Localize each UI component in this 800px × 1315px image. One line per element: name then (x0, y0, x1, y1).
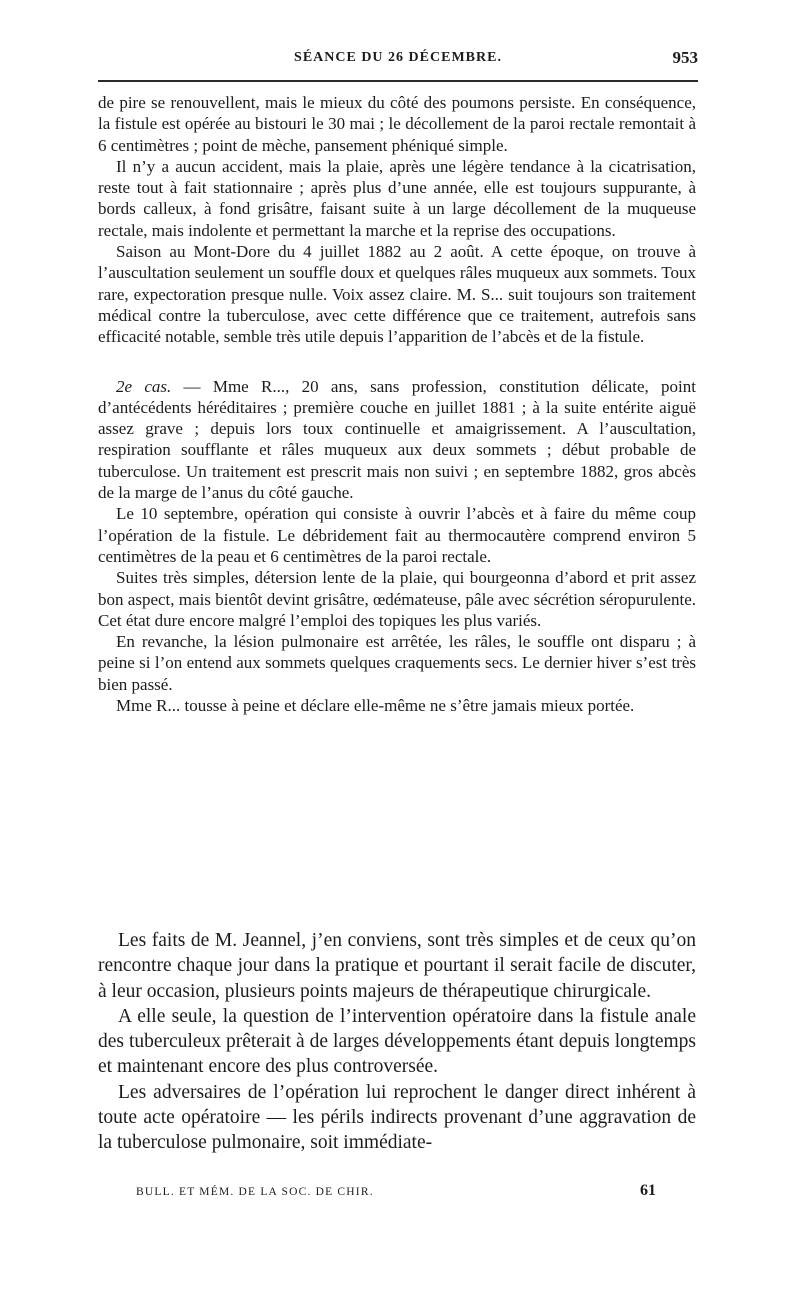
commentary-text (98, 928, 696, 1156)
paragraph: A elle seule, la question de l’intervention opératoire dans la fistule anale des tuberculeux prêterait à de larges développements étant depuis longtemps et maintenant encore des plus controversée. (98, 1005, 696, 1078)
paragraph: Suites très simples, détersion lente de la plaie, qui bourgeonna d’abord et prit assez bon aspect, mais bientôt devint grisâtre, œdémateuse, pâle avec sécrétion séropurulente. Cet état dure encore malgré l’emploi des topiques les plus variés. (98, 568, 696, 630)
paragraph: Il n’y a aucun accident, mais la plaie, après une légère tendance à la cicatrisation, reste tout à fait stationnaire ; après plus d’une année, elle est toujours suppurante, à bords calleux, à fond grisâtre, faisant suite à un large décollement de la muqueuse rectale, mais indolente et permettant la marche et la reprise des occupations. (98, 156, 696, 240)
case-2-label: 2e cas. (116, 376, 172, 396)
paragraph: Mme R... tousse à peine et déclare elle-même ne s’être jamais mieux portée. (116, 696, 635, 716)
header-rule (98, 80, 698, 82)
page-number: 953 (672, 48, 698, 67)
page-footer (136, 1180, 656, 1204)
running-title: SÉANCE DU 26 DÉCEMBRE. (294, 50, 502, 65)
case-report-text (98, 92, 696, 716)
sheet-number: 61 (640, 1182, 656, 1199)
page-header (98, 46, 698, 76)
section-gap (98, 348, 696, 376)
paragraph: En revanche, la lésion pulmonaire est arrêtée, les râles, le souffle ont disparu ; à peine si l’on entend aux sommets quelques craquements secs. Le dernier hiver s’est très bien passé. (98, 632, 696, 694)
paragraph: Les adversaires de l’opération lui reprochent le danger direct inhérent à toute acte opératoire — les périls indirects provenant d’une aggravation de la tuberculose pulmonaire, soit immédiate- (98, 1081, 696, 1154)
paragraph: de pire se renouvellent, mais le mieux du côté des poumons persiste. En conséquence, la fistule est opérée au bistouri le 30 mai ; le décollement de la paroi rectale remontait à 6 centimètres ; point de mèche, pansement phéniqué simple. (98, 93, 696, 155)
footer-signature: BULL. ET MÉM. DE LA SOC. DE CHIR. (136, 1186, 374, 1198)
paragraph: Le 10 septembre, opération qui consiste à ouvrir l’abcès et à faire du même coup l’opération de la fistule. Le débridement fait au thermocautère comprend environ 5 centimètres de la peau et 6 centimètres de la paroi rectale. (98, 504, 696, 566)
paragraph: Saison au Mont-Dore du 4 juillet 1882 au 2 août. A cette époque, on trouve à l’auscultation seulement un souffle doux et quelques râles muqueux aux sommets. Toux rare, expectoration presque nulle. Voix assez claire. M. S... suit toujours son traitement médical contre la tuberculose, avec cette différence que ce traitement, autrefois sans efficacité notable, semble très utile depuis l’apparition de l’abcès et de la fistule. (98, 242, 696, 347)
paragraph: Les faits de M. Jeannel, j’en conviens, sont très simples et de ceux qu’on rencontre chaque jour dans la pratique et pourtant il serait facile de discuter, à leur occasion, plusieurs points majeurs de thérapeutique chirurgicale. (98, 930, 696, 1002)
case-2-intro: — Mme R..., 20 ans, sans profession, constitution délicate, point d’antécédents héréditaires ; première couche en juillet 1881 ; à la suite entérite aiguë assez grave ; depuis lors toux continuelle et amaigrissement. A l’auscultation, respiration soufflante et râles muqueux aux deux sommets ; début probable de tuberculose. Un traitement est prescrit mais non suivi ; en septembre 1882, gros abcès de la marge de l’anus du côté gauche. (98, 376, 696, 503)
case-2-intro-paragraph (98, 376, 696, 504)
